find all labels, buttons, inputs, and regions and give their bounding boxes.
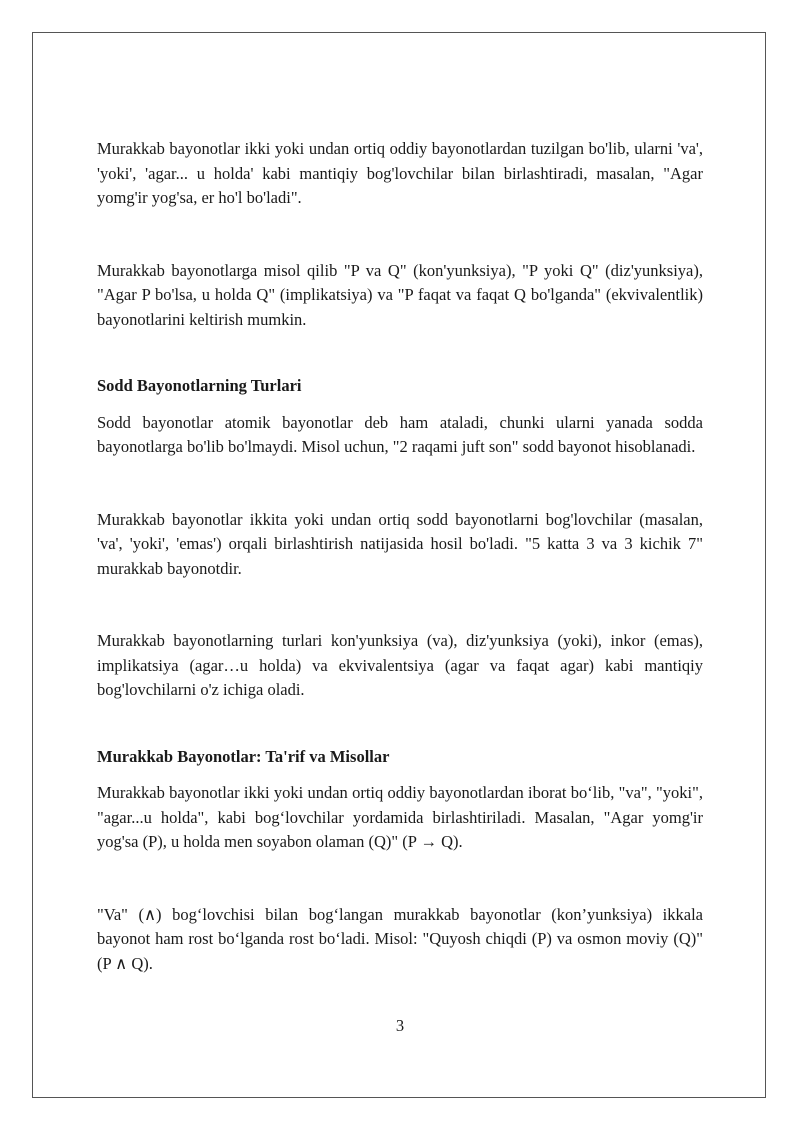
paragraph-compound-examples: Murakkab bayonotlarga misol qilib "P va Q" (kon'yunksiya), "P yoki Q" (diz'yunksiya), "Agar P bo'lsa, u holda Q" (implikatsiya) va "P faqat va faqat Q bo'lganda" (ekvivalentlik) bayonotlarini keltirish mumkin. — [97, 260, 703, 329]
document-body — [97, 137, 703, 976]
paragraph-simple-statements: Sodd bayonotlar atomik bayonotlar deb ham ataladi, chunki ularni yanada sodda bayonotlarga bo'lib bo'lmaydi. Misol uchun, "2 raqami juft son" sodd bayonot hisoblanadi. — [97, 412, 703, 456]
paragraph-compound-types: Murakkab bayonotlarning turlari kon'yunksiya (va), diz'yunksiya (yoki), inkor (emas), implikatsiya (agar…u holda) va ekvivalentsiya (agar va faqat agar) kabi mantiqiy bog'lovchilarni o'z ichiga oladi. — [97, 631, 703, 699]
paragraph-compound-definition: Murakkab bayonotlar ikki yoki undan ortiq oddiy bayonotlardan tuzilgan bo'lib, ularni 'va', 'yoki', 'agar... u holda' kabi mantiqiy bog'lovchilar bilan birlashtiradi, masalan, "Agar yomg'ir yog'sa, er ho'l bo'ladi". — [97, 139, 703, 207]
page-number: 3 — [395, 1016, 405, 1035]
heading-simple-statement-types: Sodd Bayonotlarning Turlari — [97, 376, 302, 395]
paragraph-compound-implication: Murakkab bayonotlar ikki yoki undan ortiq oddiy bayonotlardan iborat bo‘lib, "va", "yoki", "agar...u holda", kabi bog‘lovchilar yordamida birlashtiriladi. Masalan, "Agar yomg'ir yog'sa (P), u holda men soyabon olaman (Q)" (P → Q). — [97, 783, 703, 851]
paragraph-compound-formation: Murakkab bayonotlar ikkita yoki undan ortiq sodd bayonotlarni bog'lovchilar (masalan, 'va', 'yoki', 'emas') orqali birlashtirish natijasida hosil bo'ladi. "5 katta 3 va 3 kichik 7" murakkab bayonotdir. — [97, 509, 703, 578]
paragraph-conjunction: "Va" (∧) bog‘lovchisi bilan bog‘langan murakkab bayonotlar (kon’yunksiya) ikkala bayonot ham rost bo‘lganda rost bo‘ladi. Misol: "Quyosh chiqdi (P) va osmon moviy (Q)" (P ∧ Q). — [97, 904, 703, 973]
heading-compound-definition-examples: Murakkab Bayonotlar: Ta'rif va Misollar — [97, 746, 390, 766]
